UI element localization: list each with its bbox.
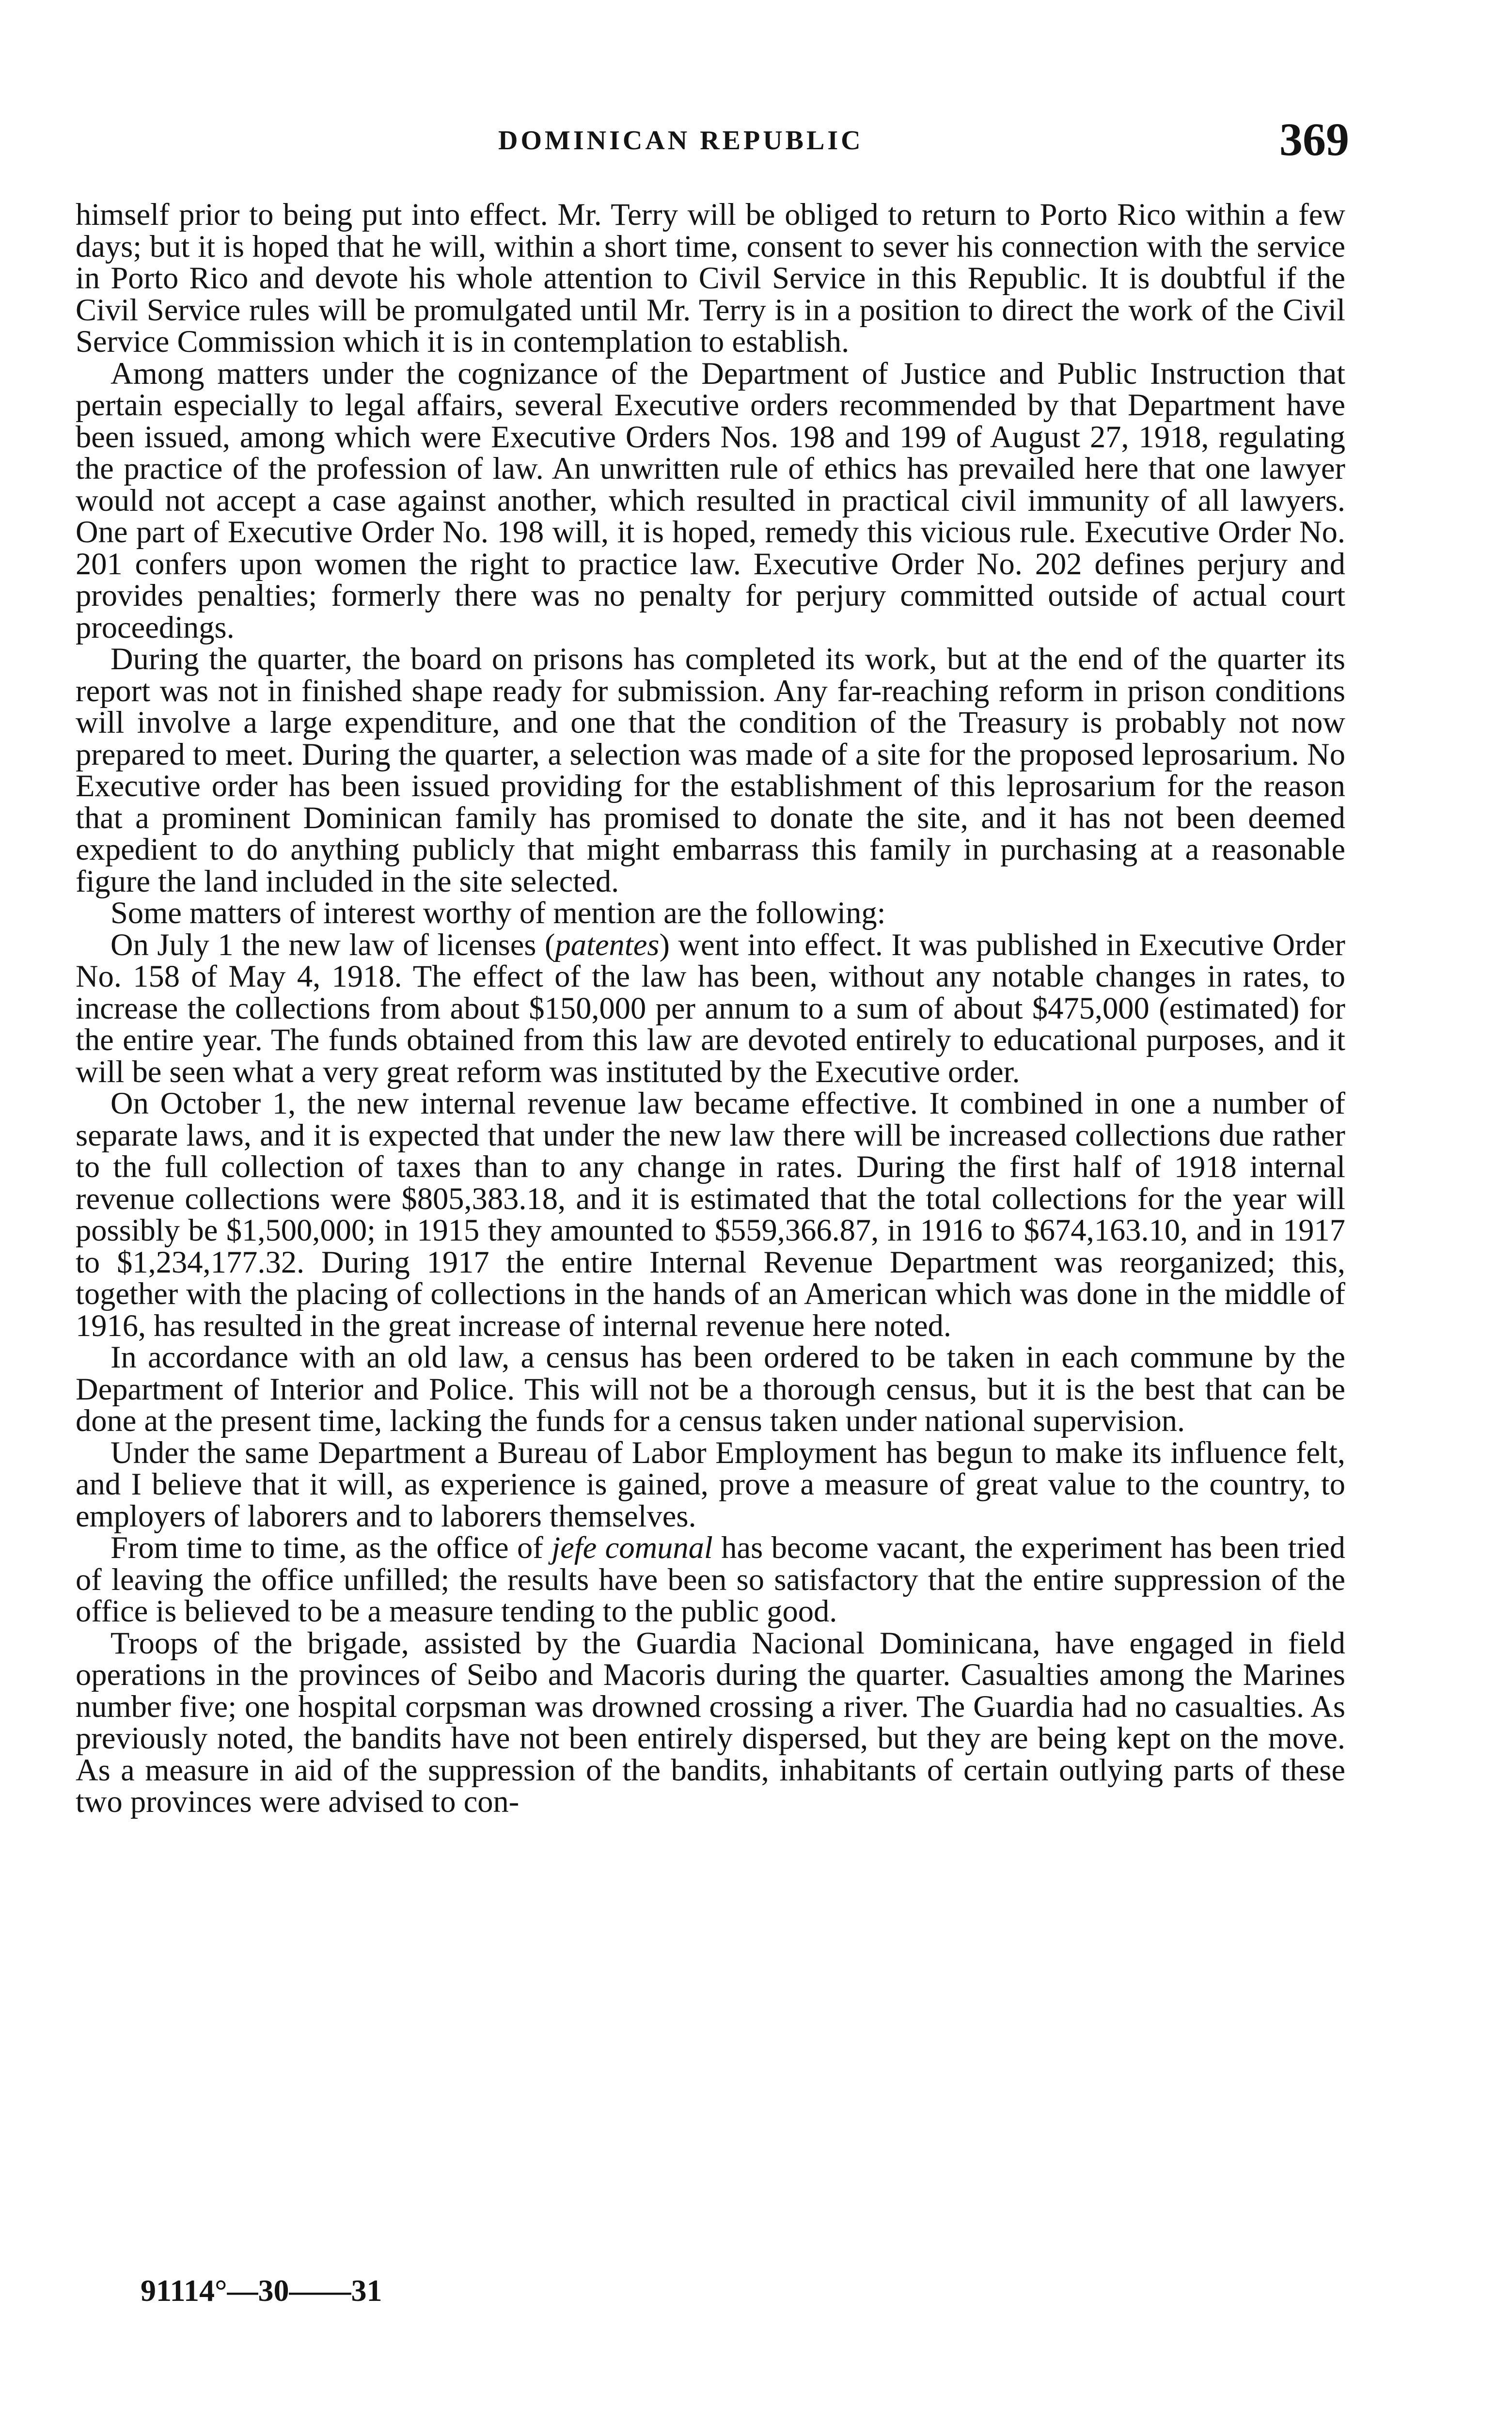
paragraph-5-text-start: On July 1 the new law of licenses (	[110, 927, 555, 962]
paragraph-9	[76, 1532, 1345, 1627]
paragraph-3: During the quarter, the board on prisons has completed its work, but at the end of the quarter its report was not in finished shape ready for submission. Any far-reaching reform in prison conditions will involve a large expenditure, and one that the condition of the Treasury is probably not now prepared to meet. During the quarter, a selection was made of a site for the proposed leprosarium. No Executive order has been issued providing for the establishment of this leprosarium for the reason that a prominent Dominican family has promised to donate the site, and it has not been deemed expedient to do anything publicly that might embarrass this family in purchasing at a reasonable figure the land included in the site selected.	[76, 642, 1345, 898]
paragraph-9-text-end: has become vacant, the experiment has been tried of leaving the office unfilled; the results have been so satisfactory that the entire suppression of the office is believed to be a measure tending to the public good.	[76, 1530, 1345, 1628]
italic-term-jefe-comunal: jefe comunal	[551, 1530, 713, 1565]
body-text	[76, 199, 1345, 1818]
paragraph-6: On October 1, the new internal revenue law became effective. It combined in one a number of separate laws, and it is expected that under the new law there will be increased collections due rather to the full collection of taxes than to any change in rates. During the first half of 1918 internal revenue collections were $805,383.18, and it is estimated that the total collections for the year will possibly be $1,500,000; in 1915 they amounted to $559,366.87, in 1916 to $674,163.10, and in 1917 to $1,234,177.32. During 1917 the entire Internal Revenue Department was reorganized; this, together with the placing of collections in the hands of an American which was done in the middle of 1916, has resulted in the great increase of internal revenue here noted.	[76, 1086, 1345, 1343]
paragraph-5-text-end: ) went into effect. It was published in Executive Order No. 158 of May 4, 1918. The effect of the law has been, without any notable changes in rates, to increase the collections from about $150,000 per annum to a sum of about $475,000 (estimated) for the entire year. The funds obtained from this law are devoted entirely to educational purposes, and it will be seen what a very great reform was instituted by the Executive order.	[76, 927, 1345, 1089]
paragraph-2: Among matters under the cognizance of the Department of Justice and Public Instruction that pertain especially to legal affairs, several Executive orders recommended by that Department have been issued, among which were Executive Orders Nos. 198 and 199 of August 27, 1918, regulating the practice of the profession of law. An unwritten rule of ethics has prevailed here that one lawyer would not accept a case against another, which resulted in practical civil immunity of all lawyers. One part of Executive Order No. 198 will, it is hoped, remedy this vicious rule. Executive Order No. 201 confers upon women the right to practice law. Executive Order No. 202 defines perjury and provides penalties; formerly there was no penalty for perjury committed outside of actual court proceedings.	[76, 356, 1345, 645]
page-number: 369	[1279, 113, 1349, 165]
paragraph-4: Some matters of interest worthy of mention are the following:	[110, 896, 886, 930]
paragraph-10: Troops of the brigade, assisted by the Guardia Nacional Dominicana, have engaged in field operations in the provinces of Seibo and Macoris during the quarter. Casualties among the Marines number five; one hospital corpsman was drowned crossing a river. The Guardia had no casualties. As previously noted, the bandits have not been entirely dispersed, but they are being kept on the move. As a measure in aid of the suppression of the bandits, inhabitants of certain outlying parts of these two provinces were advised to con-	[76, 1625, 1345, 1819]
italic-term-patentes: patentes	[555, 927, 660, 962]
paragraph-9-text-start: From time to time, as the office of	[110, 1530, 552, 1565]
paragraph-1: himself prior to being put into effect. Mr. Terry will be obliged to return to Porto Rico within a few days; but it is hoped that he will, within a short time, consent to sever his connection with the service in Porto Rico and devote his whole attention to Civil Service in this Republic. It is doubtful if the Civil Service rules will be promulgated until Mr. Terry is in a position to direct the work of the Civil Service Commission which it is in contemplation to establish.	[76, 197, 1345, 359]
running-title: DOMINICAN REPUBLIC	[498, 126, 864, 156]
printer-signature: 91114°—30——31	[141, 2273, 382, 2308]
paragraph-8: Under the same Department a Bureau of Labor Employment has begun to make its influence felt, and I believe that it will, as experience is gained, prove a measure of great value to the country, to employers of laborers and to laborers themselves.	[76, 1435, 1345, 1533]
paragraph-7: In accordance with an old law, a census has been ordered to be taken in each commune by the Department of Interior and Police. This will not be a thorough census, but it is the best that can be done at the present time, lacking the funds for a census taken under national supervision.	[76, 1340, 1345, 1438]
paragraph-5	[76, 929, 1345, 1088]
